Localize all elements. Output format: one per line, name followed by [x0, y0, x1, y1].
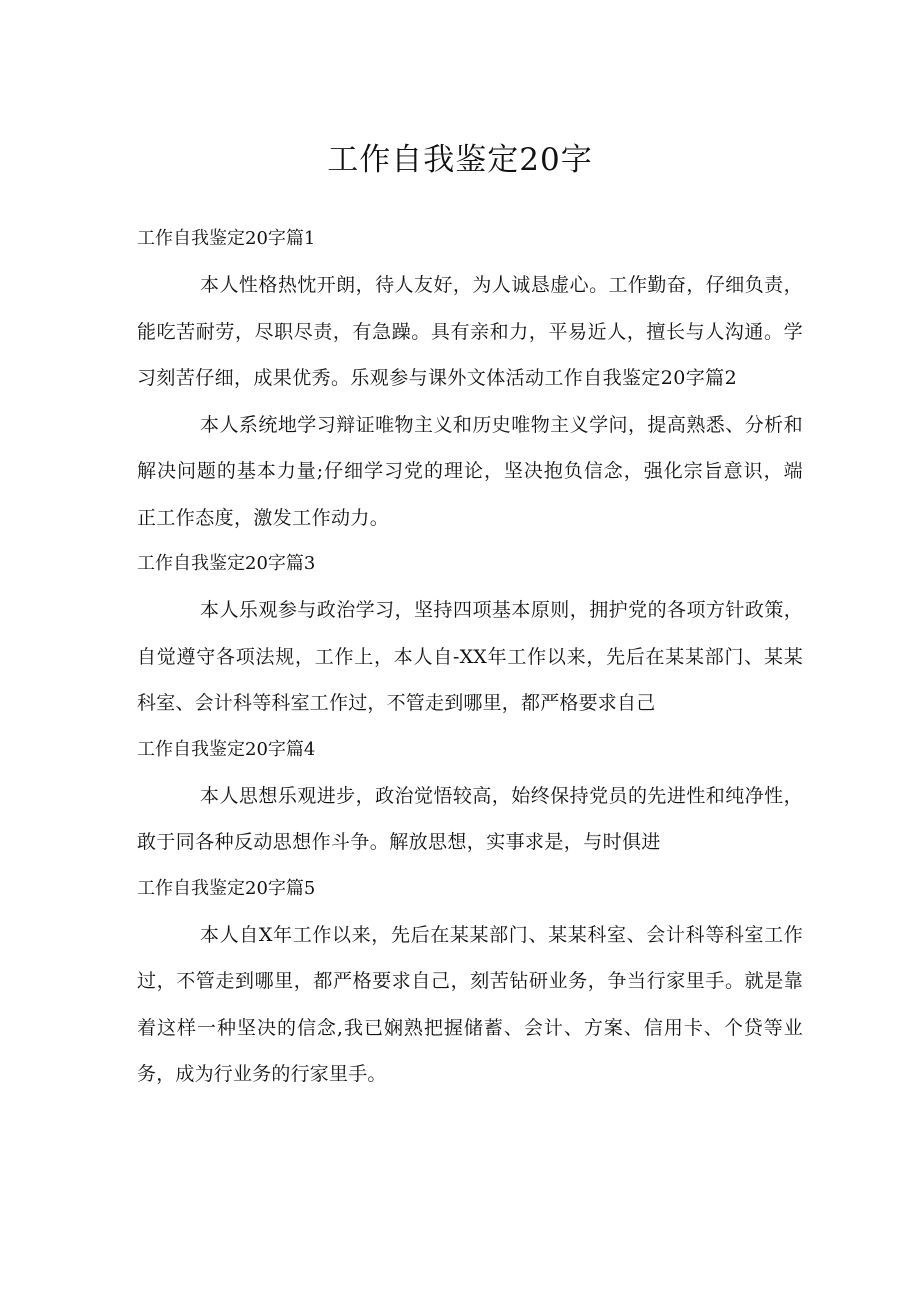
section-paragraph-4: 本人思想乐观进步，政治觉悟较高，始终保持党员的先进性和纯净性，敢于同各种反动思想作斗争。解放思想，实事求是，与时俱进 [137, 784, 803, 853]
section-heading-4: 工作自我鉴定20字篇4 [137, 738, 316, 760]
section-paragraph-5: 本人自X年工作以来，先后在某某部门、某某科室、会计科等科室工作过，不管走到哪里，都严格要求自己，刻苦钻研业务，争当行家里手。就是靠着这样一种坚决的信念,我已娴熟把握储蓄、会计、方案、信用卡、个贷等业务，成为行业务的行家里手。 [137, 923, 803, 1085]
section-paragraph-1: 本人性格热忱开朗，待人友好，为人诚恳虚心。工作勤奋，仔细负责，能吃苦耐劳，尽职尽责，有急躁。具有亲和力，平易近人，擅长与人沟通。学习刻苦仔细，成果优秀。乐观参与课外文体活动工作自我鉴定20字篇2 [137, 274, 803, 389]
document-body [137, 216, 803, 1098]
section-heading-1: 工作自我鉴定20字篇1 [137, 228, 316, 249]
section-heading-5: 工作自我鉴定20字篇5 [137, 877, 316, 899]
section-heading-3: 工作自我鉴定20字篇3 [137, 553, 316, 574]
document-title: 工作自我鉴定20字 [327, 142, 593, 178]
section-paragraph-3: 本人乐观参与政治学习，坚持四项基本原则，拥护党的各项方针政策，自觉遵守各项法规，工作上，本人自-XX年工作以来，先后在某某部门、某某科室、会计科等科室工作过，不管走到哪里，都严格要求自己 [137, 599, 803, 714]
section-paragraph-2: 本人系统地学习辩证唯物主义和历史唯物主义学问，提高熟悉、分析和解决问题的基本力量;仔细学习党的理论，坚决抱负信念，强化宗旨意识，端正工作态度，激发工作动力。 [137, 413, 803, 529]
